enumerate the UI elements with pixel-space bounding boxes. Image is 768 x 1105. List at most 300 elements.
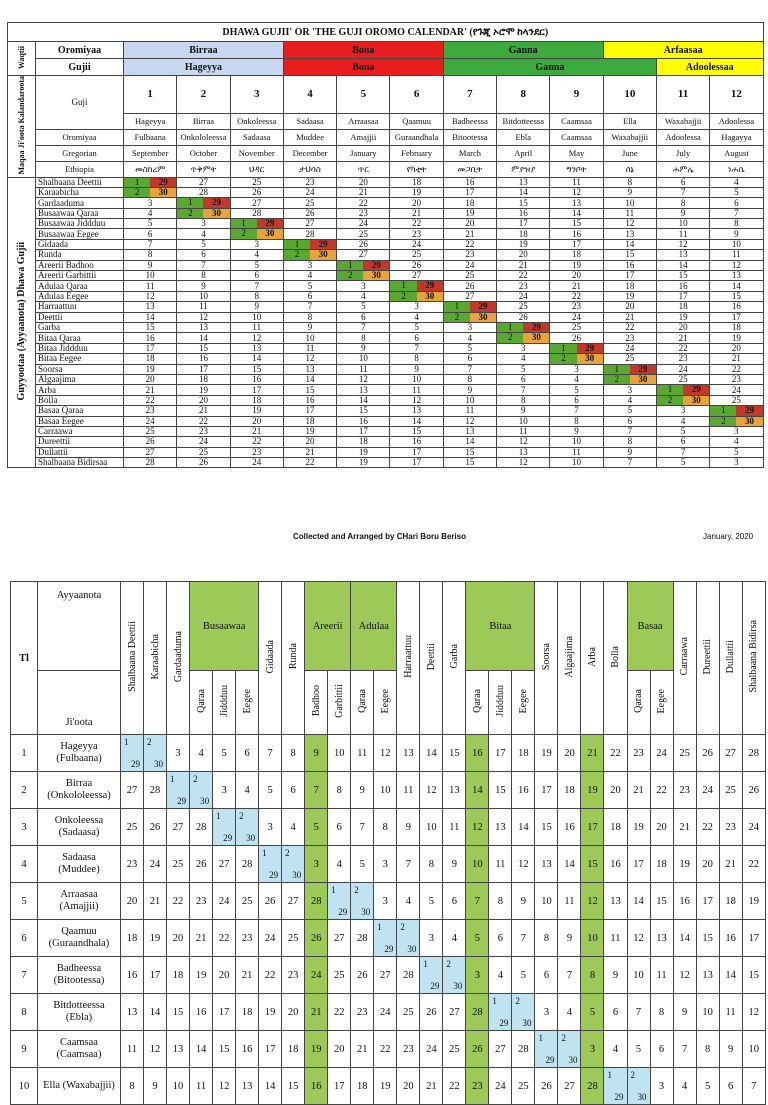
sub-header <box>328 671 351 735</box>
day-cell: 23 <box>351 994 374 1031</box>
day-cell: 12 <box>656 239 709 249</box>
split-second: 29 <box>257 219 283 228</box>
long-label <box>8 177 36 468</box>
day-cell: 18 <box>443 198 496 208</box>
day-cell: 18 <box>282 1031 305 1068</box>
day-cell-split <box>627 1068 650 1105</box>
col-header <box>167 582 190 735</box>
day-cell: 14 <box>177 333 230 343</box>
day-cell: 24 <box>259 920 282 957</box>
day-cell-split <box>443 312 496 322</box>
row-number: 1 <box>11 735 38 772</box>
row-number: 5 <box>11 883 38 920</box>
split-first: 1 <box>390 281 416 290</box>
split-second: 29 <box>736 406 762 415</box>
day-cell: 4 <box>710 177 763 187</box>
month-gregorian: September <box>124 145 177 161</box>
day-cell: 22 <box>497 271 550 281</box>
day-cell: 6 <box>710 198 763 208</box>
day-name: Bitaa Jiddduu <box>36 343 124 353</box>
day-name: Carraawa <box>36 426 124 436</box>
day-cell: 19 <box>144 920 167 957</box>
day-cell: 12 <box>443 416 496 426</box>
month-oromiyaa: Caamsaa <box>550 130 603 146</box>
header-text: Eegee <box>517 688 529 714</box>
day-cell: 28 <box>283 229 336 239</box>
header-text: Dureettii <box>702 638 714 675</box>
day-cell: 10 <box>710 239 763 249</box>
split-first: 2 <box>561 1033 566 1043</box>
month-oromiyaa: Guraandhala <box>390 130 443 146</box>
split-second: 29 <box>384 944 394 954</box>
day-cell: 14 <box>443 437 496 447</box>
day-cell: 25 <box>282 920 305 957</box>
day-cell: 7 <box>603 458 656 468</box>
day-cell: 4 <box>558 994 581 1031</box>
day-cell: 24 <box>374 994 397 1031</box>
day-cell: 16 <box>124 333 177 343</box>
header-text: Eegee <box>241 688 253 714</box>
day-cell: 8 <box>650 994 673 1031</box>
day-cell: 11 <box>337 364 390 374</box>
day-cell: 13 <box>535 846 558 883</box>
header-text: Garbittii <box>333 684 345 718</box>
row-month <box>37 883 120 920</box>
row-month <box>37 1068 120 1105</box>
day-cell: 21 <box>497 260 550 270</box>
month-number: 11 <box>656 76 709 114</box>
day-cell: 21 <box>710 354 763 364</box>
day-cell: 21 <box>603 312 656 322</box>
day-name: Gardaaduma <box>36 198 124 208</box>
split-first: 1 <box>444 302 470 311</box>
header-text: Shalbaana Bidirsa <box>748 620 760 693</box>
day-cell: 27 <box>167 809 190 846</box>
credit-author: Collected and Arranged by CHari Boru Beriso <box>293 532 467 541</box>
header-text: Qaraa <box>633 689 644 713</box>
day-cell: 7 <box>397 846 420 883</box>
day-cell-split <box>603 374 656 384</box>
day-cell: 21 <box>144 883 167 920</box>
month-gregorian: August <box>710 145 763 161</box>
day-cell: 17 <box>213 994 236 1031</box>
row-number: 9 <box>11 1031 38 1068</box>
day-cell: 5 <box>656 426 709 436</box>
day-cell: 18 <box>351 1068 374 1105</box>
day-cell: 12 <box>742 994 765 1031</box>
day-cell: 6 <box>656 177 709 187</box>
day-cell: 12 <box>466 809 489 846</box>
day-cell: 3 <box>550 364 603 374</box>
day-cell: 10 <box>466 846 489 883</box>
day-cell: 19 <box>603 291 656 301</box>
split-second: 29 <box>338 907 348 917</box>
day-cell: 19 <box>390 187 443 197</box>
split-second: 29 <box>545 1055 555 1065</box>
day-cell: 22 <box>213 920 236 957</box>
day-cell: 14 <box>512 809 535 846</box>
day-cell: 14 <box>283 374 336 384</box>
day-name: Runda <box>36 250 124 260</box>
day-cell: 13 <box>283 364 336 374</box>
month-guji: Caamsaa <box>550 114 603 130</box>
day-cell: 6 <box>656 437 709 447</box>
row-number: 10 <box>11 1068 38 1105</box>
day-cell: 26 <box>390 260 443 270</box>
day-cell: 27 <box>443 994 466 1031</box>
day-name: Gidaada <box>36 239 124 249</box>
month-gregorian: March <box>443 145 496 161</box>
day-cell-split <box>390 291 443 301</box>
day-cell-split <box>710 416 763 426</box>
day-cell: 5 <box>213 735 236 772</box>
day-cell: 4 <box>236 772 259 809</box>
month-oromiyaa: Fulbaana <box>124 130 177 146</box>
day-cell: 7 <box>177 260 230 270</box>
month-ethiopia: ሰኔ <box>603 161 656 177</box>
day-cell: 19 <box>230 406 283 416</box>
guji-row-label: Guji <box>36 76 124 130</box>
day-cell-split <box>177 198 230 208</box>
day-cell: 22 <box>443 239 496 249</box>
day-cell: 23 <box>230 447 283 457</box>
day-cell: 13 <box>177 323 230 333</box>
day-cell: 5 <box>337 302 390 312</box>
day-cell: 7 <box>259 735 282 772</box>
day-cell: 8 <box>710 219 763 229</box>
day-cell: 26 <box>443 281 496 291</box>
row-month <box>37 735 120 772</box>
day-cell: 15 <box>443 458 496 468</box>
day-cell: 24 <box>305 957 328 994</box>
month-number: 5 <box>337 76 390 114</box>
month-alt: (Guraandhala) <box>48 938 110 949</box>
split-first: 2 <box>124 188 150 197</box>
group-header: Adulaa <box>351 582 397 671</box>
month-guji: Sadaasa <box>283 114 336 130</box>
day-cell: 16 <box>512 772 535 809</box>
month-name: Hageyya <box>60 741 98 752</box>
day-cell-split <box>603 364 656 374</box>
day-cell: 20 <box>497 250 550 260</box>
day-cell-split <box>177 208 230 218</box>
day-cell: 6 <box>719 1068 742 1105</box>
day-cell: 11 <box>489 846 512 883</box>
day-cell: 5 <box>512 957 535 994</box>
day-cell: 24 <box>550 312 603 322</box>
split-second: 30 <box>292 870 302 880</box>
header-text: Qaraa <box>471 689 483 713</box>
day-cell: 4 <box>177 229 230 239</box>
day-cell: 24 <box>443 260 496 270</box>
day-cell: 3 <box>283 260 336 270</box>
split-second: 29 <box>150 178 176 187</box>
day-cell: 26 <box>535 1068 558 1105</box>
day-cell: 18 <box>230 395 283 405</box>
split-second: 29 <box>131 759 141 769</box>
day-cell: 23 <box>550 302 603 312</box>
row-number: 2 <box>11 772 38 809</box>
split-second: 30 <box>310 250 336 259</box>
day-cell: 4 <box>443 333 496 343</box>
header-text: Qaraa <box>356 689 368 713</box>
day-cell: 20 <box>710 343 763 353</box>
season-oromiyaa: Birraa <box>124 42 284 59</box>
day-cell: 14 <box>550 208 603 218</box>
sub-header <box>190 671 213 735</box>
day-cell: 18 <box>124 354 177 364</box>
row-month <box>37 957 120 994</box>
split-second: 30 <box>637 1092 647 1102</box>
day-name: Basaa Qaraa <box>36 406 124 416</box>
split-first: 1 <box>710 406 736 415</box>
day-cell: 10 <box>603 198 656 208</box>
day-cell: 7 <box>390 343 443 353</box>
day-cell: 27 <box>328 920 351 957</box>
month-alt: (Ebla) <box>65 1012 93 1023</box>
header-text: Garba <box>448 644 460 669</box>
day-cell: 10 <box>420 809 443 846</box>
split-first: 1 <box>262 848 267 858</box>
day-cell: 6 <box>650 1031 673 1068</box>
day-cell: 21 <box>177 406 230 416</box>
day-cell: 12 <box>550 187 603 197</box>
day-cell: 6 <box>535 957 558 994</box>
day-cell: 16 <box>719 920 742 957</box>
day-name: Garba <box>36 323 124 333</box>
month-oromiyaa: Ebla <box>497 130 550 146</box>
day-cell: 3 <box>650 1068 673 1105</box>
split-first: 2 <box>231 229 257 238</box>
split-second: 30 <box>577 354 603 363</box>
day-cell: 17 <box>283 406 336 416</box>
day-cell: 26 <box>230 187 283 197</box>
split-second: 29 <box>203 198 229 207</box>
day-cell: 19 <box>177 385 230 395</box>
day-cell: 7 <box>466 883 489 920</box>
day-cell: 17 <box>259 1031 282 1068</box>
day-cell: 19 <box>443 208 496 218</box>
day-cell: 14 <box>673 920 696 957</box>
day-cell: 12 <box>420 772 443 809</box>
day-cell: 25 <box>603 354 656 364</box>
day-cell: 10 <box>550 437 603 447</box>
day-cell: 25 <box>230 177 283 187</box>
day-cell: 20 <box>558 735 581 772</box>
day-cell: 17 <box>581 809 604 846</box>
day-cell-split <box>121 735 144 772</box>
split-second: 30 <box>200 796 210 806</box>
day-cell: 4 <box>604 1031 627 1068</box>
day-cell: 5 <box>124 219 177 229</box>
day-cell: 13 <box>603 229 656 239</box>
day-cell: 13 <box>497 447 550 457</box>
day-cell: 25 <box>124 426 177 436</box>
day-cell: 13 <box>121 994 144 1031</box>
day-cell: 15 <box>650 883 673 920</box>
split-first: 1 <box>538 1033 543 1043</box>
day-cell: 6 <box>603 416 656 426</box>
day-cell: 25 <box>397 994 420 1031</box>
day-cell: 24 <box>144 846 167 883</box>
split-second: 30 <box>736 417 762 426</box>
day-cell: 17 <box>124 343 177 353</box>
day-cell: 17 <box>603 271 656 281</box>
day-cell: 23 <box>710 374 763 384</box>
day-cell: 18 <box>719 883 742 920</box>
day-cell: 5 <box>696 1068 719 1105</box>
header-text: Gardaaduma <box>172 630 184 683</box>
day-cell: 11 <box>124 281 177 291</box>
day-name: Arba <box>36 385 124 395</box>
day-cell: 25 <box>497 302 550 312</box>
split-first: 1 <box>604 365 630 374</box>
day-cell: 13 <box>550 198 603 208</box>
day-cell: 19 <box>190 957 213 994</box>
header-text: Jiddduu <box>494 685 506 717</box>
day-cell: 10 <box>390 374 443 384</box>
day-cell: 28 <box>230 208 283 218</box>
col-header <box>719 582 742 735</box>
day-cell: 14 <box>719 957 742 994</box>
day-cell: 18 <box>236 994 259 1031</box>
day-cell: 24 <box>710 385 763 395</box>
day-cell: 19 <box>581 772 604 809</box>
split-second: 29 <box>177 796 187 806</box>
day-cell: 12 <box>710 260 763 270</box>
day-cell-split <box>390 281 443 291</box>
day-cell-split <box>497 333 550 343</box>
day-cell: 16 <box>558 809 581 846</box>
day-cell: 22 <box>390 219 443 229</box>
day-cell: 7 <box>124 239 177 249</box>
day-cell: 4 <box>328 846 351 883</box>
day-cell: 10 <box>328 735 351 772</box>
split-first: 2 <box>604 375 630 384</box>
day-cell: 3 <box>603 385 656 395</box>
row-month <box>37 772 120 809</box>
day-cell: 27 <box>124 447 177 457</box>
day-cell: 4 <box>282 809 305 846</box>
day-cell: 4 <box>443 920 466 957</box>
day-cell: 13 <box>397 735 420 772</box>
day-cell: 7 <box>512 920 535 957</box>
day-cell: 13 <box>489 809 512 846</box>
day-cell: 26 <box>259 883 282 920</box>
day-cell: 9 <box>337 343 390 353</box>
day-cell: 8 <box>390 354 443 364</box>
day-cell: 23 <box>177 426 230 436</box>
split-first: 2 <box>515 996 520 1006</box>
split-second: 29 <box>470 302 496 311</box>
day-cell: 27 <box>443 291 496 301</box>
sub-header <box>374 671 397 735</box>
day-cell: 28 <box>742 735 765 772</box>
day-cell: 28 <box>144 772 167 809</box>
day-cell: 19 <box>627 809 650 846</box>
day-cell: 19 <box>673 846 696 883</box>
day-cell: 12 <box>512 846 535 883</box>
day-cell: 12 <box>673 957 696 994</box>
day-cell: 20 <box>121 883 144 920</box>
day-cell: 21 <box>351 1031 374 1068</box>
day-cell: 17 <box>230 385 283 395</box>
month-gregorian: January <box>337 145 390 161</box>
day-cell: 11 <box>177 302 230 312</box>
day-cell-split <box>550 354 603 364</box>
split-second: 30 <box>257 229 283 238</box>
day-cell-split <box>656 395 709 405</box>
header-text: Dullattii <box>725 639 737 674</box>
day-cell-split <box>337 271 390 281</box>
day-cell: 26 <box>283 208 336 218</box>
day-cell: 26 <box>177 458 230 468</box>
day-cell: 9 <box>710 229 763 239</box>
month-name: Arraasaa <box>60 889 98 900</box>
day-cell: 15 <box>213 1031 236 1068</box>
day-cell: 3 <box>259 809 282 846</box>
day-cell-split <box>124 177 177 187</box>
day-cell: 18 <box>558 772 581 809</box>
day-cell: 9 <box>512 883 535 920</box>
day-cell: 19 <box>550 260 603 270</box>
month-name: Birraa <box>65 778 93 789</box>
day-cell: 16 <box>230 374 283 384</box>
split-first: 1 <box>124 737 129 747</box>
day-cell: 17 <box>627 846 650 883</box>
day-name: Areerii Badhoo <box>36 260 124 270</box>
day-cell: 7 <box>656 187 709 197</box>
day-cell: 10 <box>230 312 283 322</box>
day-cell: 6 <box>337 312 390 322</box>
day-cell: 13 <box>443 772 466 809</box>
day-cell: 16 <box>283 395 336 405</box>
day-cell: 9 <box>351 772 374 809</box>
day-cell: 3 <box>390 302 443 312</box>
day-name: Shalbaana Deettii <box>36 177 124 187</box>
day-cell: 9 <box>673 994 696 1031</box>
month-name: Bitdotteessa <box>53 1000 105 1011</box>
day-cell-split <box>397 920 420 957</box>
day-cell-split <box>535 1031 558 1068</box>
day-cell: 20 <box>282 994 305 1031</box>
day-cell: 13 <box>650 920 673 957</box>
day-cell: 23 <box>443 250 496 260</box>
day-cell: 10 <box>177 291 230 301</box>
day-cell: 10 <box>374 772 397 809</box>
row-month <box>37 846 120 883</box>
day-cell: 7 <box>742 1068 765 1105</box>
day-cell: 9 <box>719 1031 742 1068</box>
day-cell-split <box>283 239 336 249</box>
day-cell: 24 <box>603 343 656 353</box>
header-text: Arba <box>586 646 598 667</box>
day-cell: 9 <box>283 323 336 333</box>
day-name: Dureettii <box>36 437 124 447</box>
month-guji: Arraasaa <box>337 114 390 130</box>
col-header <box>259 582 282 735</box>
day-cell: 23 <box>466 1068 489 1105</box>
day-cell: 17 <box>328 1068 351 1105</box>
header-text: Shalbaana Deettii <box>126 621 138 692</box>
day-name: Adulaa Eegee <box>36 291 124 301</box>
col-header <box>144 582 167 735</box>
day-cell: 20 <box>328 1031 351 1068</box>
split-second: 29 <box>614 1092 624 1102</box>
header-text: Qaraa <box>195 689 207 713</box>
day-cell: 15 <box>535 809 558 846</box>
mid-label <box>8 76 36 178</box>
